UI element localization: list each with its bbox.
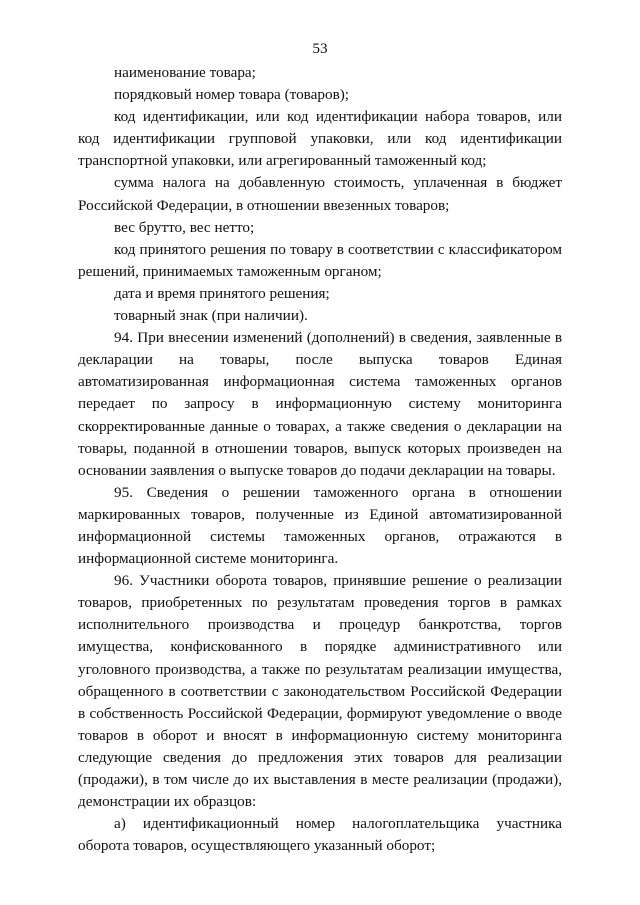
paragraph: дата и время принятого решения; <box>114 284 330 302</box>
paragraph: вес брутто, вес нетто; <box>114 218 255 236</box>
paragraph: код идентификации, или код идентификации набора товаров, или код идентификации групповой упаковки, или код идентификации транспортной упаковки, или агрегированный таможенный код; <box>78 108 562 170</box>
paragraph: товарный знак (при наличии). <box>114 307 308 325</box>
paragraph: код принятого решения по товару в соответствии с классификатором решений, принимаемых таможенным органом; <box>78 240 562 280</box>
paragraph: наименование товара; <box>114 64 256 81</box>
paragraph-96: 96. Участники оборота товаров, принявшие решение о реализации товаров, приобретенных по результатам проведения торгов в рамках исполнительного производства и процедур банкротства, торгов имущества, конфискованного в порядке административного или уголовного производства, а также по результатам реализации имущества, обращенного в соответствии с законодательством Российской Федерации в собственность Российской Федерации, формируют уведомление о вводе товаров в оборот и вносят в информационную систему мониторинга следующие сведения до предложения этих товаров для реализации (продажи), в том числе до их выставления в месте реализации (продажи), демонстрации их образцов: <box>78 572 562 811</box>
paragraph-96-a: а) идентификационный номер налогоплательщика участника оборота товаров, осуществляющего указанный оборот; <box>78 815 562 855</box>
paragraph: порядковый номер товара (товаров); <box>114 86 350 104</box>
paragraph: сумма налога на добавленную стоимость, уплаченная в бюджет Российской Федерации, в отношении ввезенных товаров; <box>78 174 562 214</box>
document-body <box>78 62 562 857</box>
paragraph-95: 95. Сведения о решении таможенного органа в отношении маркированных товаров, полученные из Единой автоматизированной информационной системы таможенных органов, отражаются в информационной системе мониторинга. <box>78 483 562 568</box>
paragraph-94: 94. При внесении изменений (дополнений) в сведения, заявленные в декларации на товары, после выпуска товаров Единая автоматизированная информационная система таможенных органов передает по запросу в информационную систему мониторинга скорректированные данные о товарах, а также сведения о декларации на товары, поданной в отношении товаров, выпуск которых произведен на основании заявления о выпуске товаров до подачи декларации на товары. <box>78 329 562 479</box>
page-number: 53 <box>312 40 328 57</box>
